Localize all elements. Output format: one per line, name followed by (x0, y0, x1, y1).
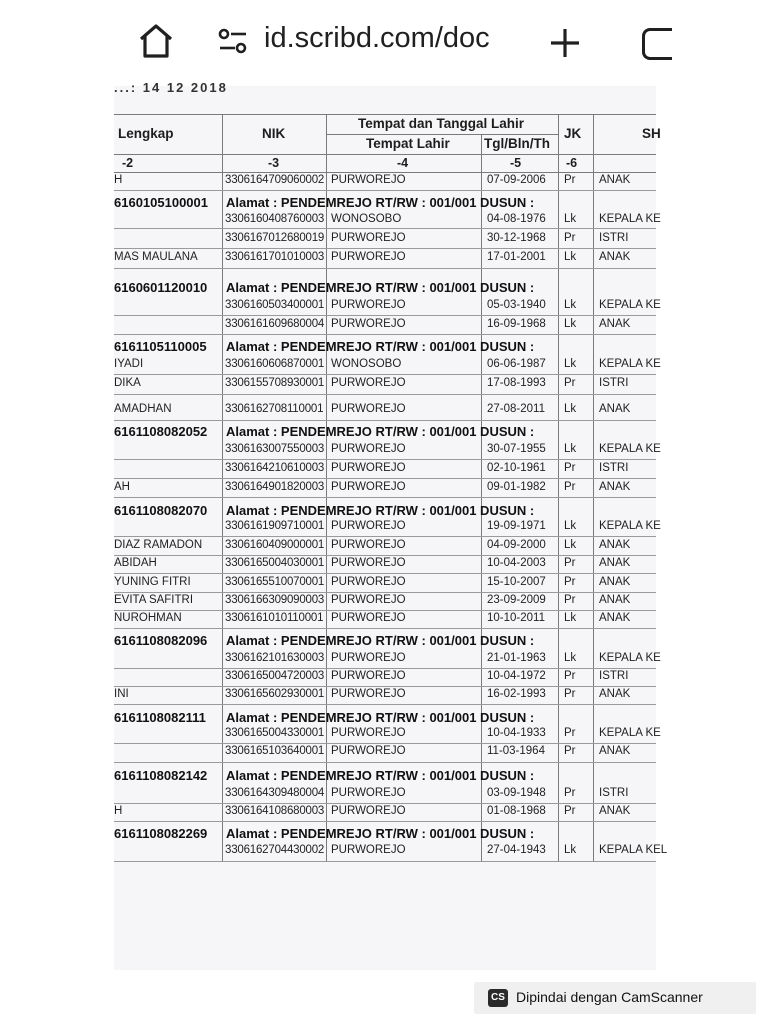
member-gender: Lk (564, 844, 577, 856)
member-name: NUROHMAN (114, 612, 182, 624)
member-nik: 3306162708110001 (225, 403, 324, 415)
member-birthdate: 01-08-1968 (487, 805, 546, 817)
member-gender: Pr (564, 232, 576, 244)
header-bottom-line (114, 172, 656, 173)
row-divider (114, 861, 656, 862)
member-birthdate: 06-06-1987 (487, 358, 546, 370)
member-nik: 3306165004330001 (225, 727, 325, 739)
member-gender: Lk (564, 358, 577, 370)
member-gender: Pr (564, 805, 576, 817)
scanned-document (114, 80, 668, 970)
member-name: ABIDAH (114, 557, 157, 569)
family-address: Alamat : PENDEMREJO RT/RW : 001/001 DUSUN : (226, 424, 535, 439)
row-divider (114, 704, 656, 705)
member-name: AMADHAN (114, 403, 172, 415)
member-relation: ISTRI (599, 377, 629, 389)
member-relation: ANAK (599, 174, 631, 186)
member-nik: 3306161909710001 (225, 520, 325, 532)
url-bar[interactable]: id.scribd.com/doc (264, 22, 490, 54)
member-birthdate: 11-03-1964 (487, 745, 545, 757)
member-name: EVITA SAFITRI (114, 594, 194, 606)
row-divider (114, 821, 656, 822)
member-birthplace: PURWOREJO (331, 377, 406, 389)
member-name: INI (114, 688, 129, 700)
member-birthdate: 23-09-2009 (487, 594, 546, 606)
member-nik: 3306160606870001 (225, 358, 325, 370)
family-card-number: 6160105100001 (114, 195, 208, 210)
header-tgl: Tgl/Bln/Th (484, 136, 550, 151)
member-relation: ANAK (599, 612, 631, 624)
member-birthplace: PURWOREJO (331, 539, 406, 551)
member-gender: Pr (564, 670, 576, 682)
member-birthdate: 27-08-2011 (487, 403, 545, 415)
row-divider (114, 374, 656, 375)
member-birthplace: PURWOREJO (331, 443, 406, 455)
member-nik: 3306162704430002 (225, 844, 325, 856)
row-divider (114, 555, 656, 556)
member-birthplace: PURWOREJO (331, 652, 406, 664)
member-birthplace: PURWOREJO (331, 481, 406, 493)
header-mid-line (326, 134, 558, 135)
member-gender: Pr (564, 174, 576, 186)
member-birthplace: PURWOREJO (331, 727, 406, 739)
member-birthplace: PURWOREJO (331, 174, 406, 186)
member-gender: Pr (564, 787, 576, 799)
member-gender: Lk (564, 213, 577, 225)
member-relation: ANAK (599, 805, 631, 817)
row-divider (114, 459, 656, 460)
tabs-icon[interactable] (642, 28, 672, 60)
row-divider (114, 190, 656, 191)
member-nik: 3306155708930001 (225, 377, 325, 389)
member-birthplace: PURWOREJO (331, 576, 406, 588)
row-divider (114, 686, 656, 687)
col-number-4: -4 (397, 156, 409, 170)
member-birthplace: PURWOREJO (331, 403, 406, 415)
member-birthplace: PURWOREJO (331, 318, 406, 330)
member-nik: 3306160408760003 (225, 213, 325, 225)
member-nik: 3306162101630003 (225, 652, 325, 664)
family-card-number: 6161108082269 (114, 826, 208, 841)
member-relation: ANAK (599, 688, 631, 700)
member-relation: ANAK (599, 745, 631, 757)
row-divider (114, 248, 656, 249)
member-relation: ANAK (599, 576, 631, 588)
home-icon[interactable] (138, 22, 174, 60)
row-divider (114, 536, 656, 537)
member-relation: ANAK (599, 251, 631, 263)
tune-icon[interactable] (218, 28, 248, 54)
member-nik: 3306167012680019 (225, 232, 325, 244)
family-address: Alamat : PENDEMREJO RT/RW : 001/001 DUSUN : (226, 633, 535, 648)
plus-icon[interactable] (548, 26, 582, 60)
row-divider (114, 478, 656, 479)
member-name: YUNING FITRI (114, 576, 191, 588)
col-line-3 (481, 134, 482, 862)
family-card-number: 6161105110005 (114, 339, 207, 354)
family-address: Alamat : PENDEMREJO RT/RW : 001/001 DUSUN : (226, 339, 535, 354)
member-gender: Pr (564, 576, 576, 588)
member-gender: Pr (564, 594, 576, 606)
member-birthdate: 10-04-1933 (487, 727, 546, 739)
row-divider (114, 668, 656, 669)
header-top-line (114, 114, 656, 115)
member-nik: 3306164108680003 (225, 805, 325, 817)
row-divider (114, 315, 656, 316)
member-gender: Lk (564, 520, 577, 532)
row-divider (114, 268, 656, 269)
family-card-number: 6161108082052 (114, 424, 208, 439)
row-divider (114, 762, 656, 763)
member-nik: 3306163007550003 (225, 443, 325, 455)
member-birthplace: PURWOREJO (331, 594, 406, 606)
member-birthplace: PURWOREJO (331, 670, 406, 682)
family-card-number: 6161108082070 (114, 503, 208, 518)
member-nik: 3306166309090003 (225, 594, 325, 606)
family-card-number: 6161108082111 (114, 710, 206, 725)
member-birthplace: PURWOREJO (331, 462, 406, 474)
family-address: Alamat : PENDEMREJO RT/RW : 001/001 DUSUN : (226, 195, 535, 210)
header-ttl: Tempat dan Tanggal Lahir (358, 116, 525, 131)
member-relation: ISTRI (599, 670, 629, 682)
member-nik: 3306164709060002 (225, 174, 325, 186)
row-divider (114, 394, 656, 395)
row-divider (114, 497, 656, 498)
member-name: H (114, 805, 123, 817)
member-birthdate: 10-10-2011 (487, 612, 545, 624)
member-nik: 3306165004720003 (225, 670, 325, 682)
member-birthdate: 10-04-2003 (487, 557, 546, 569)
member-birthplace: PURWOREJO (331, 745, 406, 757)
member-nik: 3306165510070001 (225, 576, 325, 588)
member-birthplace: PURWOREJO (331, 520, 406, 532)
family-address: Alamat : PENDEMREJO RT/RW : 001/001 DUSUN : (226, 280, 535, 295)
cut-header-text: ...: 14 12 2018 (114, 80, 228, 95)
member-relation: KEPALA KE (599, 299, 661, 311)
member-relation: ANAK (599, 557, 631, 569)
member-birthdate: 15-10-2007 (487, 576, 546, 588)
member-birthdate: 09-01-1982 (487, 481, 546, 493)
family-address: Alamat : PENDEMREJO RT/RW : 001/001 DUSUN : (226, 503, 535, 518)
member-relation: ANAK (599, 594, 631, 606)
member-gender: Lk (564, 403, 577, 415)
member-nik: 3306165602930001 (225, 688, 325, 700)
member-gender: Pr (564, 688, 576, 700)
member-name: IYADI (114, 358, 144, 370)
member-relation: ANAK (599, 481, 631, 493)
member-gender: Pr (564, 377, 576, 389)
member-gender: Pr (564, 481, 576, 493)
member-birthdate: 04-09-2000 (487, 539, 546, 551)
member-nik: 3306160503400001 (225, 299, 325, 311)
member-nik: 3306161010110001 (225, 612, 324, 624)
member-relation: KEPALA KEL (599, 844, 668, 856)
member-birthdate: 10-04-1972 (487, 670, 546, 682)
family-address: Alamat : PENDEMREJO RT/RW : 001/001 DUSUN : (226, 768, 535, 783)
family-card-number: 6161108082142 (114, 768, 208, 783)
member-gender: Lk (564, 299, 577, 311)
member-gender: Pr (564, 727, 576, 739)
member-gender: Lk (564, 251, 577, 263)
member-gender: Pr (564, 462, 576, 474)
header-sub-line (114, 154, 656, 155)
member-birthdate: 16-09-1968 (487, 318, 546, 330)
member-birthplace: PURWOREJO (331, 232, 406, 244)
member-gender: Pr (564, 557, 576, 569)
member-name: DIAZ RAMADON (114, 539, 203, 551)
member-birthplace: PURWOREJO (331, 844, 406, 856)
camscanner-text: Dipindai dengan CamScanner (516, 989, 703, 1005)
member-relation: ANAK (599, 539, 631, 551)
member-gender: Lk (564, 539, 577, 551)
browser-toolbar (114, 0, 656, 86)
member-relation: KEPALA KE (599, 358, 661, 370)
col-line-4 (558, 114, 559, 862)
member-birthdate: 17-01-2001 (487, 251, 546, 263)
member-relation: ANAK (599, 403, 631, 415)
member-nik: 3306165004030001 (225, 557, 325, 569)
member-name: H (114, 174, 123, 186)
member-relation: KEPALA KE (599, 213, 661, 225)
member-relation: ISTRI (599, 462, 629, 474)
member-nik: 3306164901820003 (225, 481, 325, 493)
family-card-number: 6161108082096 (114, 633, 208, 648)
member-nik: 3306160409000001 (225, 539, 325, 551)
member-birthdate: 30-07-1955 (487, 443, 546, 455)
row-divider (114, 334, 656, 335)
member-gender: Lk (564, 318, 577, 330)
col-number-2: -2 (122, 156, 134, 170)
member-relation: ANAK (599, 318, 631, 330)
member-birthdate: 02-10-1961 (487, 462, 546, 474)
member-gender: Lk (564, 612, 577, 624)
member-relation: ISTRI (599, 232, 629, 244)
row-divider (114, 610, 656, 611)
member-relation: ISTRI (599, 787, 629, 799)
member-gender: Pr (564, 745, 576, 757)
member-birthplace: PURWOREJO (331, 612, 406, 624)
member-relation: KEPALA KE (599, 652, 661, 664)
col-line-1 (222, 114, 223, 862)
member-birthdate: 19-09-1971 (487, 520, 546, 532)
member-gender: Lk (564, 652, 577, 664)
member-birthdate: 04-08-1976 (487, 213, 546, 225)
member-relation: KEPALA KE (599, 443, 661, 455)
header-nama: Lengkap (118, 126, 174, 141)
member-birthdate: 21-01-1963 (487, 652, 546, 664)
member-birthplace: WONOSOBO (331, 358, 402, 370)
member-gender: Lk (564, 443, 577, 455)
col-number-6: -6 (566, 156, 578, 170)
header-shdk: SH (642, 126, 661, 141)
member-birthdate: 16-02-1993 (487, 688, 546, 700)
member-birthdate: 05-03-1940 (487, 299, 546, 311)
member-nik: 3306164309480004 (225, 787, 325, 799)
member-name: MAS MAULANA (114, 251, 198, 263)
member-birthplace: PURWOREJO (331, 251, 406, 263)
family-card-number: 6160601120010 (114, 280, 208, 295)
member-birthplace: WONOSOBO (331, 213, 402, 225)
header-tempat: Tempat Lahir (366, 136, 450, 151)
member-birthdate: 07-09-2006 (487, 174, 546, 186)
member-birthdate: 03-09-1948 (487, 787, 546, 799)
family-address: Alamat : PENDEMREJO RT/RW : 001/001 DUSUN : (226, 826, 535, 841)
member-relation: KEPALA KE (599, 727, 661, 739)
member-relation: KEPALA KE (599, 520, 661, 532)
member-birthdate: 17-08-1993 (487, 377, 546, 389)
camscanner-watermark (474, 982, 756, 1014)
row-divider (114, 628, 656, 629)
member-nik: 3306161609680004 (225, 318, 325, 330)
row-divider (114, 592, 656, 593)
row-divider (114, 743, 656, 744)
member-nik: 3306161701010003 (225, 251, 325, 263)
row-divider (114, 420, 656, 421)
member-birthdate: 27-04-1943 (487, 844, 546, 856)
family-address: Alamat : PENDEMREJO RT/RW : 001/001 DUSUN : (226, 710, 535, 725)
member-birthplace: PURWOREJO (331, 299, 406, 311)
member-birthplace: PURWOREJO (331, 805, 406, 817)
member-nik: 3306164210610003 (225, 462, 325, 474)
row-divider (114, 803, 656, 804)
row-divider (114, 573, 656, 574)
header-nik: NIK (262, 126, 286, 141)
member-birthplace: PURWOREJO (331, 557, 406, 569)
member-name: AH (114, 481, 130, 493)
member-birthplace: PURWOREJO (331, 787, 406, 799)
col-number-5: -5 (510, 156, 522, 170)
member-nik: 3306165103640001 (225, 745, 325, 757)
col-line-2 (326, 114, 327, 862)
camscanner-logo-icon: CS (488, 989, 508, 1007)
header-jk: JK (564, 126, 582, 141)
member-birthplace: PURWOREJO (331, 688, 406, 700)
col-line-5 (593, 114, 594, 862)
member-birthdate: 30-12-1968 (487, 232, 546, 244)
member-name: DIKA (114, 377, 141, 389)
row-divider (114, 228, 656, 229)
col-number-3: -3 (268, 156, 280, 170)
